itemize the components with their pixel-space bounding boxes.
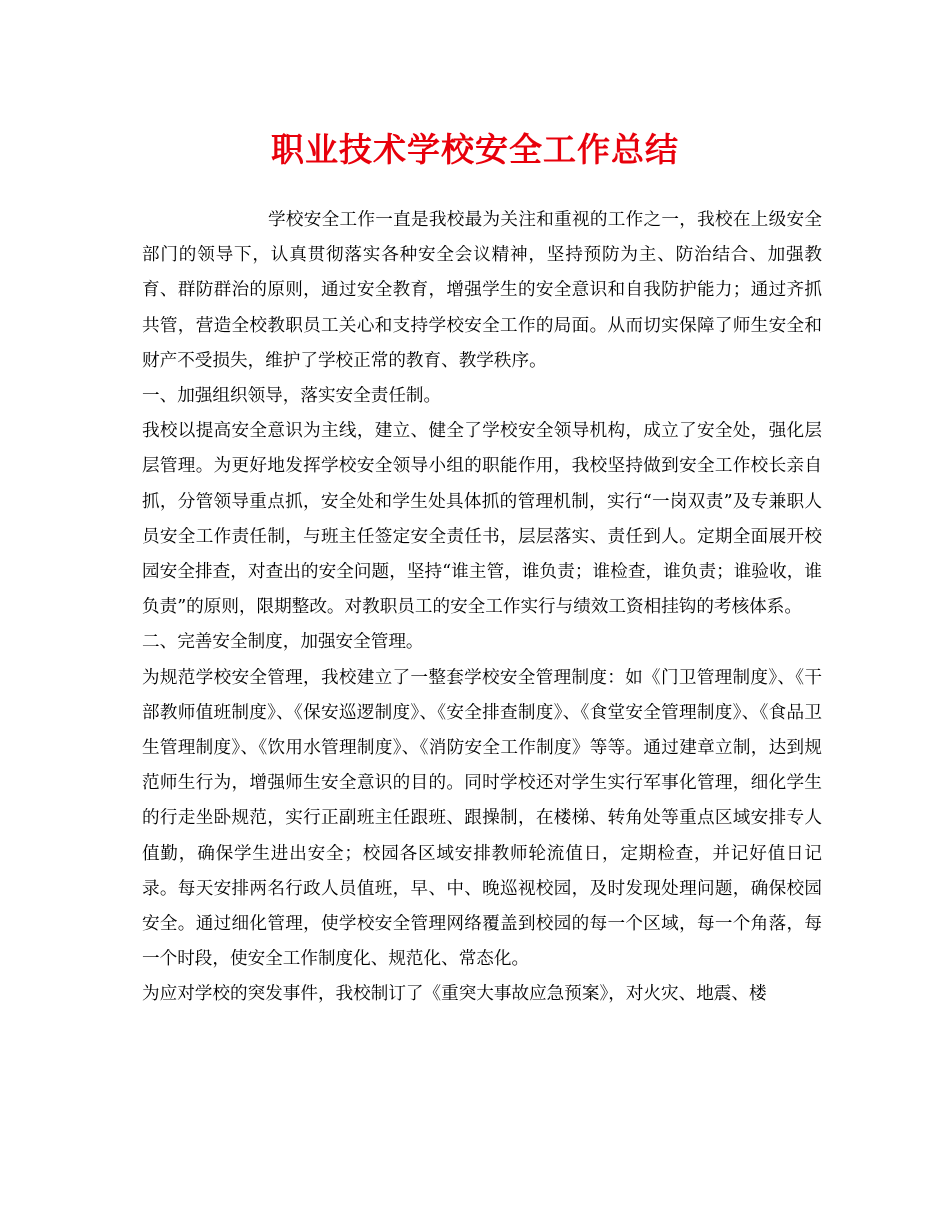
paragraph-section-1: 我校以提高安全意识为主线，建立、健全了学校安全领导机构，成立了安全处，强化层层管理。为更好地发挥学校安全领导小组的职能作用，我校坚持做到安全工作校长亲自抓，分管领导重点抓，安全处和学生处具体抓的管理机制，实行“一岗双责”及专兼职人员安全工作责任制，与班主任签定安全责任书，层层落实、责任到人。定期全面展开校园安全排查，对查出的安全问题，坚持“谁主管，谁负责；谁检查，谁负责；谁验收，谁负责”的原则，限期整改。对教职员工的安全工作实行与绩效工资相挂钩的考核体系。	[142, 421, 822, 618]
document-title: 职业技术学校安全工作总结	[271, 130, 679, 169]
section-heading-2: 二、完善安全制度，加强安全管理。	[142, 632, 424, 653]
paragraph-section-2: 为规范学校安全管理，我校建立了一整套学校安全管理制度：如《门卫管理制度》、《干部教师值班制度》、《保安巡逻制度》、《安全排查制度》、《食堂安全管理制度》、《食品卫生管理制度》、《饮用水管理制度》、《消防安全工作制度》等等。通过建章立制，达到规范师生行为，增强师生安全意识的目的。同时学校还对学生实行军事化管理，细化学生的行走坐卧规范，实行正副班主任跟班、跟操制，在楼梯、转角处等重点区域安排专人值勤，确保学生进出安全；校园各区域安排教师轮流值日，定期检查，并记好值日记录。每天安排两名行政人员值班，早、中、晚巡视校园，及时发现处理问题，确保校园安全。通过细化管理，使学校安全管理网络覆盖到校园的每一个区域，每一个角落，每一个时段，使安全工作制度化、规范化、常态化。	[142, 667, 822, 970]
paragraph-intro: 学校安全工作一直是我校最为关注和重视的工作之一，我校在上级安全部门的领导下，认真贯彻落实各种安全会议精神，坚持预防为主、防治结合、加强教育、群防群治的原则，通过安全教育，增强学生的安全意识和自我防护能力；通过齐抓共管，营造全校教职员工关心和支持学校安全工作的局面。从而切实保障了师生安全和财产不受损失，维护了学校正常的教育、教学秩序。	[142, 210, 822, 371]
document-body	[142, 203, 822, 1013]
section-heading-1: 一、加强组织领导，落实安全责任制。	[142, 386, 442, 407]
paragraph-emergency: 为应对学校的突发事件，我校制订了《重突大事故应急预案》，对火灾、地震、楼	[142, 984, 767, 1005]
